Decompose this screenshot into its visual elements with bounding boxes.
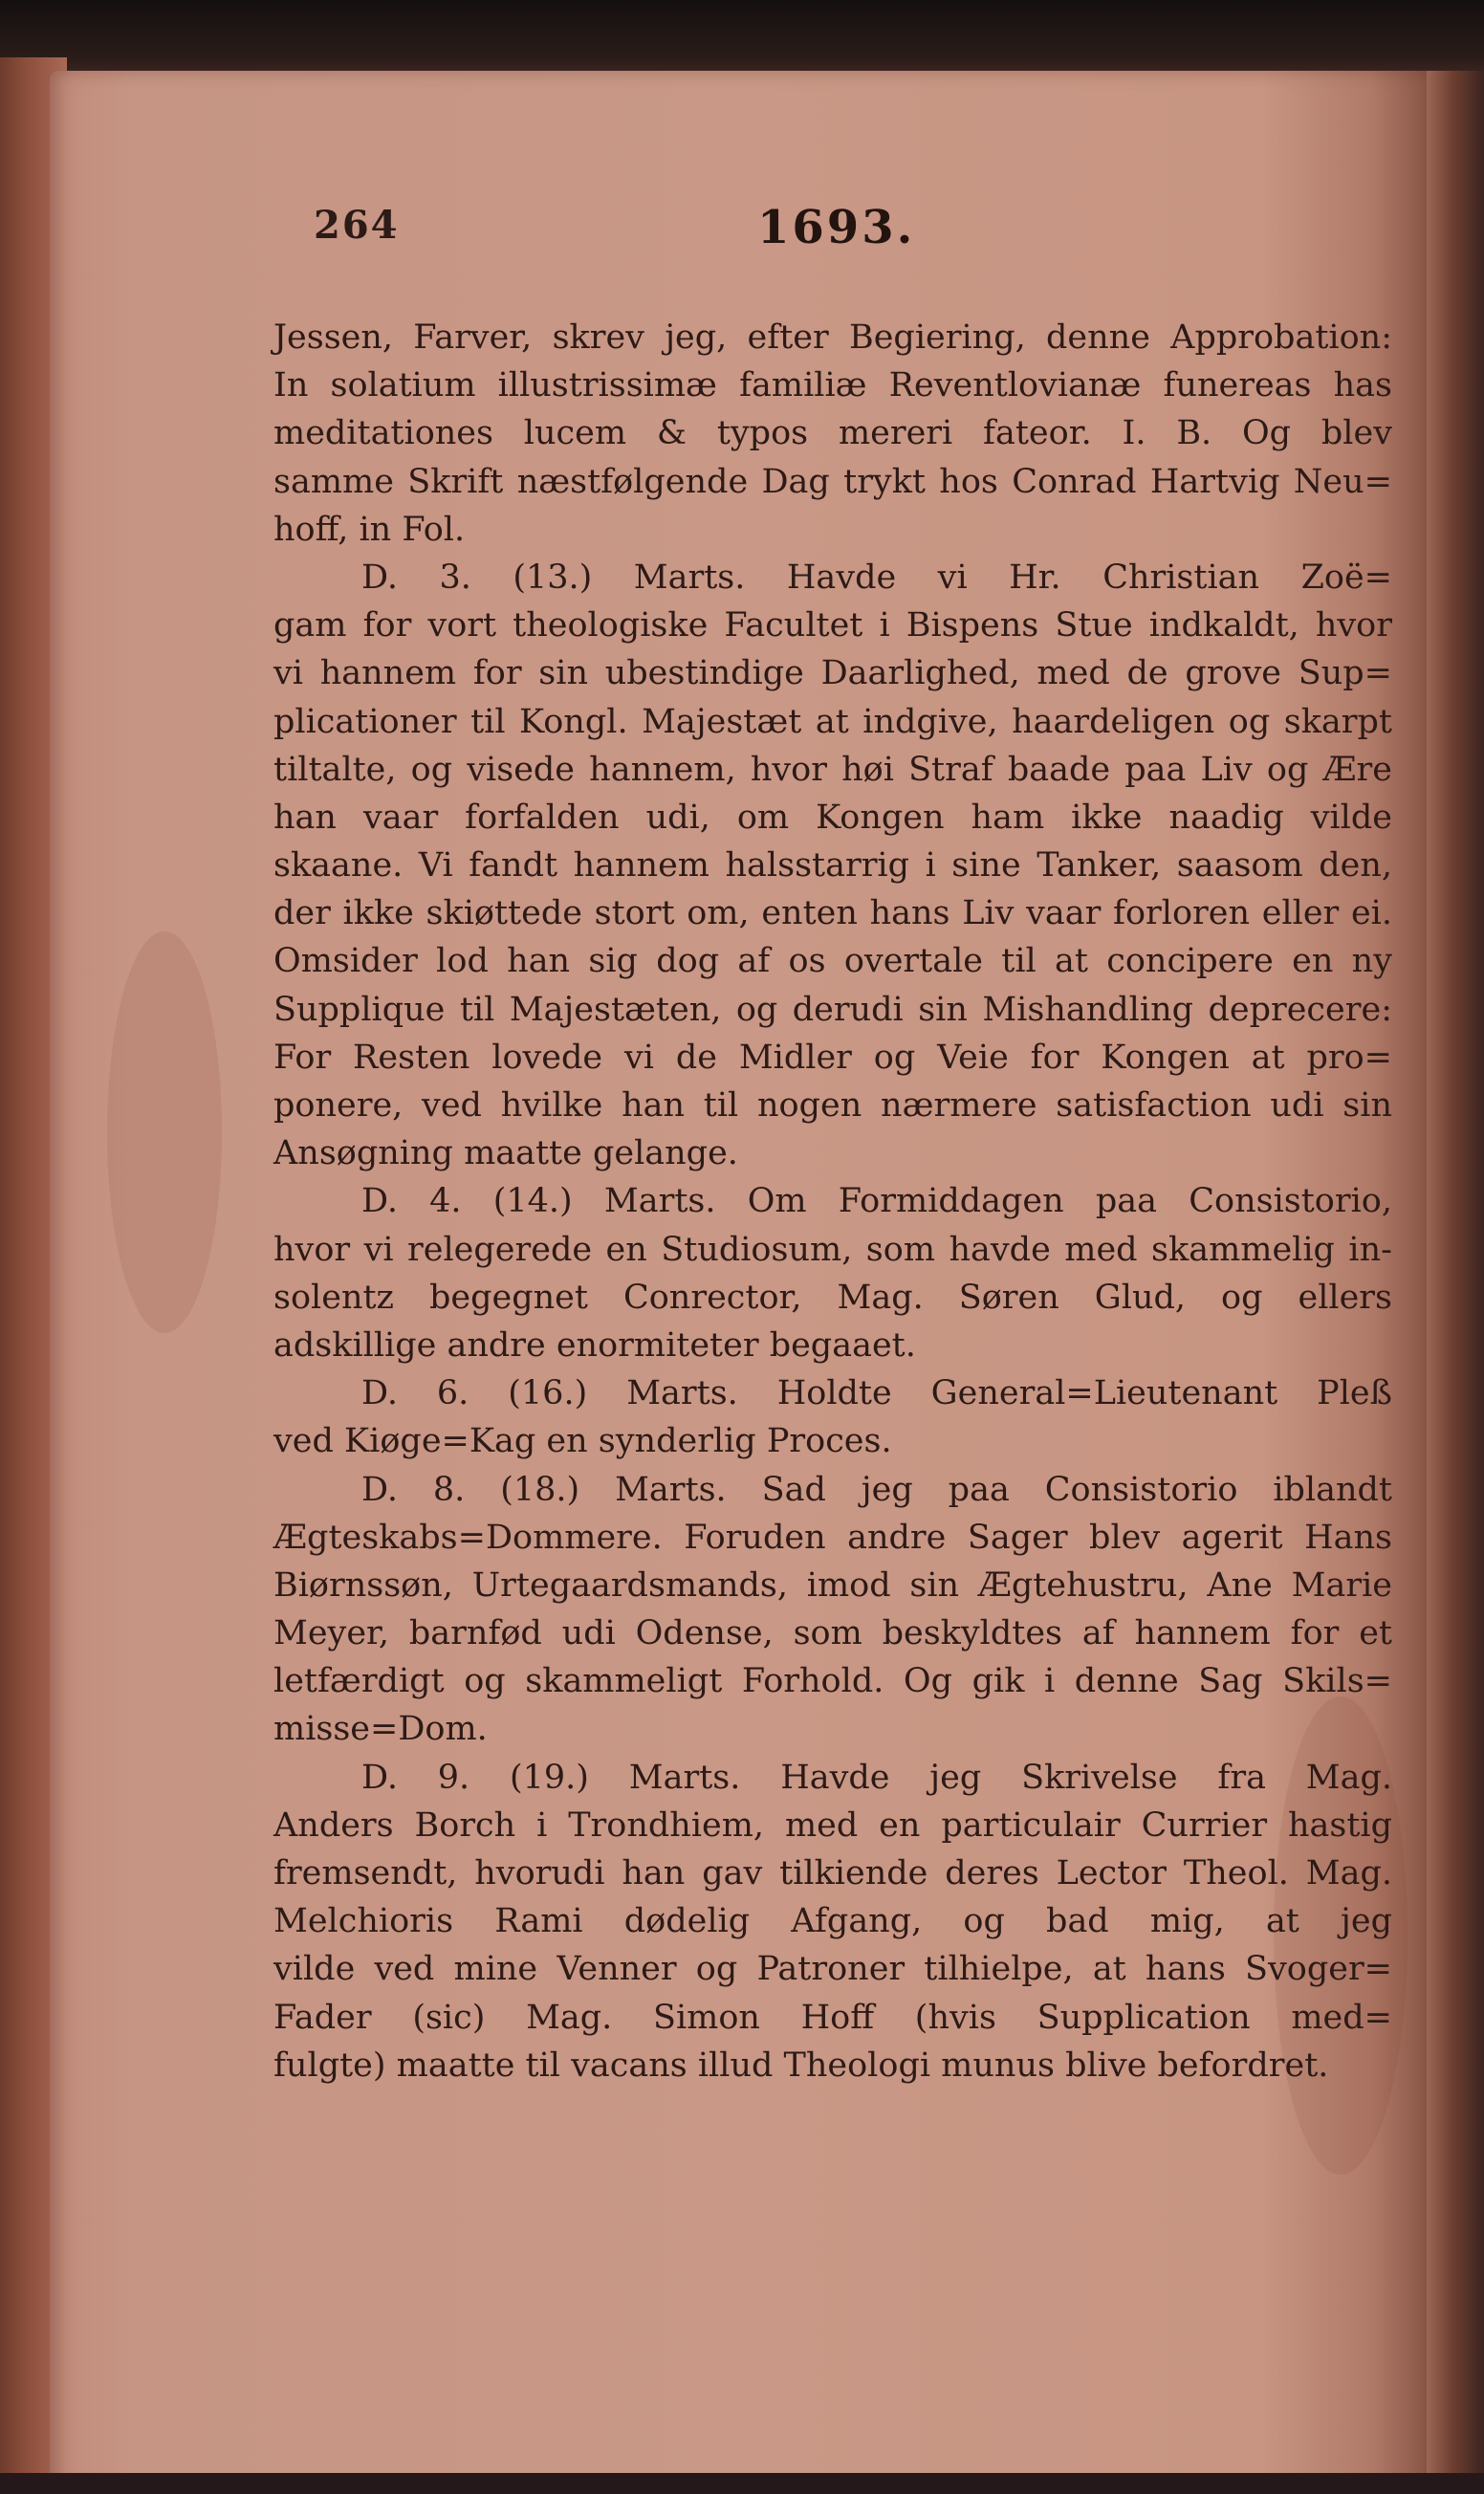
text-line: misse=Dom. [273,1710,488,1749]
text-line: Biørnssøn, Urtegaardsmands, imod sin Ægtehustru, Ane Marie [273,1565,1392,1605]
text-line: D. 3. (13.) Marts. Havde vi Hr. Christian Zoë= [361,558,1392,597]
text-line: Meyer, barnfød udi Odense, som beskyldtes af hannem for et [273,1614,1392,1653]
text-line: hvor vi relegerede en Studiosum, som havde med skammelig in- [273,1230,1392,1269]
text-line: vilde ved mine Venner og Patroner tilhielpe, at hans Svoger= [273,1950,1392,1989]
text-line: hoff, in Fol. [273,510,466,549]
text-line: fremsendt, hvorudi han gav tilkiende deres Lector Theol. Mag. [273,1854,1392,1892]
text-line: Ægteskabs=Dommere. Foruden andre Sager blev agerit Hans [273,1518,1392,1557]
text-line: D. 8. (18.) Marts. Sad jeg paa Consistorio iblandt [361,1470,1392,1509]
text-line: gam for vort theologiske Facultet i Bispens Stue indkaldt, hvor [273,606,1392,645]
text-line: solentz begegnet Conrector, Mag. Søren Glud, og ellers [273,1278,1392,1317]
text-line: Ansøgning maatte gelange. [273,1134,738,1173]
text-line: ved Kiøge=Kag en synderlig Proces. [273,1422,892,1461]
text-line: For Resten lovede vi de Midler og Veie for Kongen at pro= [273,1038,1392,1077]
text-line: Omsider lod han sig dog af os overtale til at concipere en ny [273,942,1392,981]
book-bottom-edge [0,2473,1484,2494]
text-line: D. 4. (14.) Marts. Om Formiddagen paa Consistorio, [361,1182,1392,1221]
text-line: letfærdigt og skammeligt Forhold. Og gik i denne Sag Skils= [273,1662,1392,1701]
text-line: Supplique til Majestæten, og derudi sin Mishandling deprecere: [273,990,1392,1029]
text-line: ponere, ved hvilke han til nogen nærmere satisfaction udi sin [273,1086,1392,1125]
text-line: plicationer til Kongl. Majestæt at indgive, haardeligen og skarpt [273,702,1392,741]
text-line: Anders Borch i Trondhiem, med en particulair Currier hastig [273,1805,1392,1845]
text-line: skaane. Vi fandt hannem halsstarrig i sine Tanker, saasom den, [273,846,1392,886]
paper-stain [107,931,222,1333]
text-line: adskillige andre enormiteter begaaet. [273,1325,916,1365]
text-line: Melchioris Rami dødelig Afgang, og bad mig, at jeg [273,1902,1392,1941]
page-number: 264 [314,203,400,248]
text-line: In solatium illustrissimæ familiæ Reventlovianæ funereas has [273,366,1392,405]
text-line: samme Skrift næstfølgende Dag trykt hos Conrad Hartvig Neu= [273,462,1392,501]
text-line: han vaar forfalden udi, om Kongen ham ikke naadig vilde [273,798,1392,837]
text-line: Fader (sic) Mag. Simon Hoff (hvis Supplication med= [273,1998,1392,2037]
text-line: meditationes lucem & typos mereri fateor. I. B. Og blev [273,414,1392,453]
text-line: vi hannem for sin ubestindige Daarlighed, med de grove Sup= [273,654,1392,693]
book-page [50,71,1427,2494]
text-line: D. 6. (16.) Marts. Holdte General=Lieutenant Pleß [361,1374,1392,1413]
running-head-year: 1693. [757,201,916,254]
text-line: D. 9. (19.) Marts. Havde jeg Skrivelse fra Mag. [361,1758,1392,1797]
page-header [50,71,1427,262]
text-line: Jessen, Farver, skrev jeg, efter Begiering, denne Approbation: [273,318,1392,357]
book-right-edge [1427,71,1484,2494]
body-text [273,314,1392,2089]
text-line: der ikke skiøttede stort om, enten hans Liv vaar forloren eller ei. [273,894,1392,933]
text-line: fulgte) maatte til vacans illud Theologi munus blive befordret. [273,2046,1329,2085]
text-line: tiltalte, og visede hannem, hvor høi Straf baade paa Liv og Ære [273,750,1392,789]
